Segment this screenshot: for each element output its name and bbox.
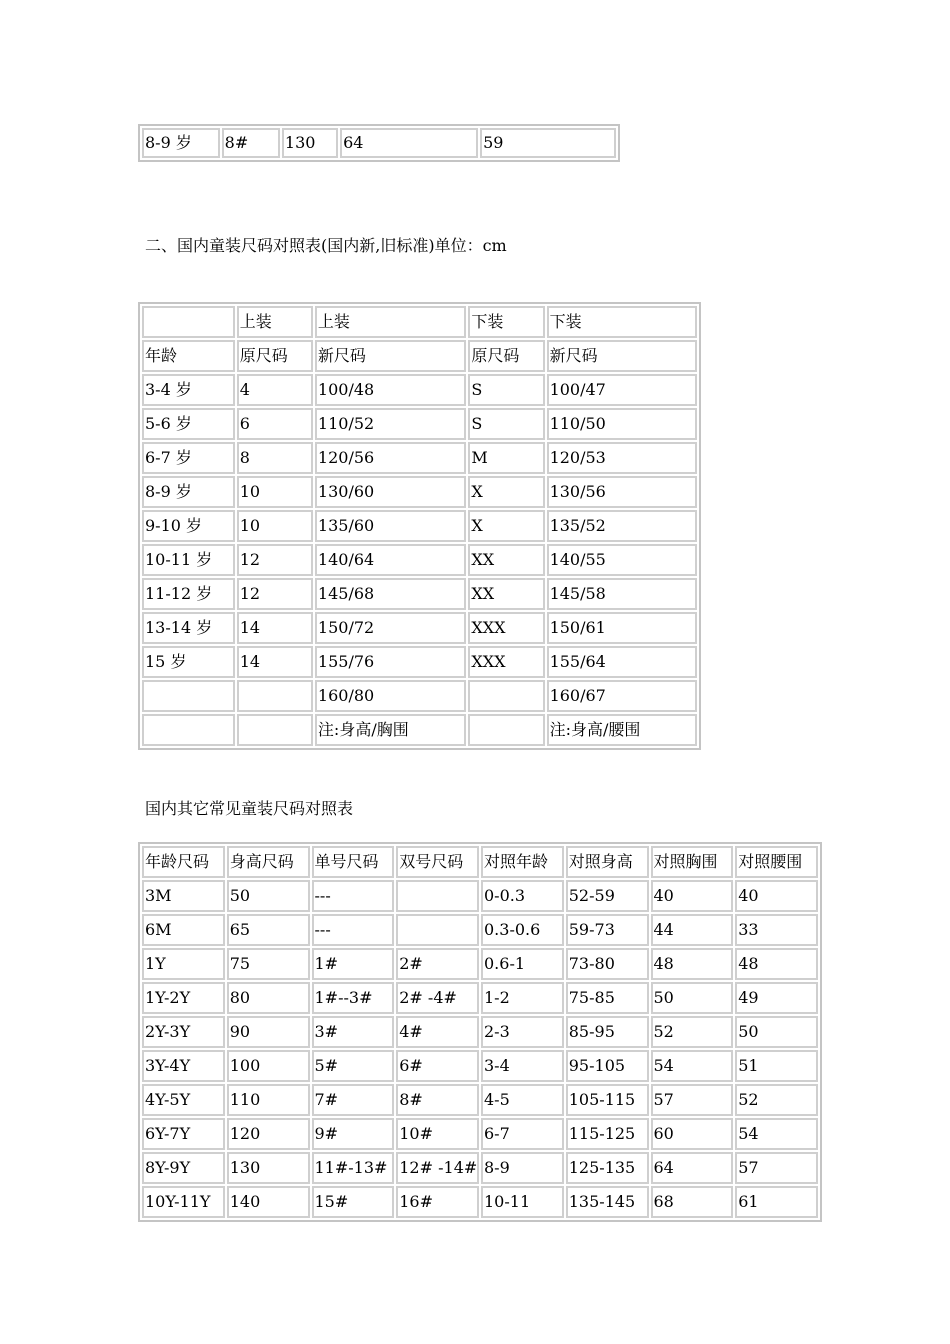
table-cell: 9-10 岁	[142, 510, 235, 542]
table-cell: 145/68	[315, 578, 466, 610]
table-cell: 5-6 岁	[142, 408, 235, 440]
table-cell: 160/80	[315, 680, 466, 712]
table-cell: 110/52	[315, 408, 466, 440]
table-cell: 140/55	[547, 544, 697, 576]
table-cell: 身高尺码	[227, 846, 310, 878]
table-cell: S	[468, 408, 544, 440]
table-cell: 105-115	[566, 1084, 649, 1116]
table-cell	[142, 714, 235, 746]
table-row	[142, 442, 697, 474]
table-cell: 155/76	[315, 646, 466, 678]
table-cell: 对照身高	[566, 846, 649, 878]
table-cell: 50	[651, 982, 734, 1014]
table-cell: 90	[227, 1016, 310, 1048]
table-cell	[237, 680, 313, 712]
table-cell: 1Y	[142, 948, 225, 980]
table-row	[142, 374, 697, 406]
domestic-size-comparison-table	[138, 302, 701, 750]
table-cell: 50	[227, 880, 310, 912]
table-cell: 8	[237, 442, 313, 474]
table-cell: 54	[735, 1118, 818, 1150]
table-cell: 15 岁	[142, 646, 235, 678]
table-row	[142, 1084, 818, 1116]
table-cell: 73-80	[566, 948, 649, 980]
table-cell: 110/50	[547, 408, 697, 440]
table-cell: 对照腰围	[735, 846, 818, 878]
table-row	[142, 1186, 818, 1218]
table-row	[142, 1016, 818, 1048]
table-cell	[142, 306, 235, 338]
table-cell: 130	[227, 1152, 310, 1184]
table-cell: 4Y-5Y	[142, 1084, 225, 1116]
table-cell: 新尺码	[315, 340, 466, 372]
table-cell: 48	[735, 948, 818, 980]
table-cell	[142, 680, 235, 712]
table-cell: 61	[735, 1186, 818, 1218]
table-cell: 155/64	[547, 646, 697, 678]
table-cell: 75-85	[566, 982, 649, 1014]
table-cell: 54	[651, 1050, 734, 1082]
table-cell: XXX	[468, 646, 544, 678]
table-cell: 145/58	[547, 578, 697, 610]
table-cell: 6#	[396, 1050, 479, 1082]
table-cell: 年龄	[142, 340, 235, 372]
table-cell: 1#--3#	[312, 982, 395, 1014]
table-row	[142, 306, 697, 338]
table-cell: 新尺码	[547, 340, 697, 372]
table-cell: 0-0.3	[481, 880, 564, 912]
table-cell: 12# -14#	[396, 1152, 479, 1184]
table-cell: 12	[237, 544, 313, 576]
table-row	[142, 880, 818, 912]
table-cell: 8-9 岁	[142, 476, 235, 508]
table-cell: 10#	[396, 1118, 479, 1150]
table-cell: 8#	[396, 1084, 479, 1116]
table-cell	[237, 714, 313, 746]
table-cell: 8-9 岁	[142, 128, 220, 158]
table-cell: 59-73	[566, 914, 649, 946]
table-cell: 8#	[222, 128, 280, 158]
table-cell: 59	[480, 128, 616, 158]
table-cell: 140/64	[315, 544, 466, 576]
table-cell: 64	[340, 128, 478, 158]
table-cell: XXX	[468, 612, 544, 644]
table-cell: 52	[735, 1084, 818, 1116]
table-cell: 10	[237, 510, 313, 542]
table-cell: 3-4 岁	[142, 374, 235, 406]
table-cell: M	[468, 442, 544, 474]
table-cell: 9#	[312, 1118, 395, 1150]
table-cell: ---	[312, 880, 395, 912]
table-cell	[396, 914, 479, 946]
table-cell: 1#	[312, 948, 395, 980]
table-cell: 10-11	[481, 1186, 564, 1218]
table-cell: 120	[227, 1118, 310, 1150]
table-cell: 115-125	[566, 1118, 649, 1150]
table-cell: 100	[227, 1050, 310, 1082]
table-row	[142, 1152, 818, 1184]
table-cell: 1-2	[481, 982, 564, 1014]
section-title-other-size-chart: 国内其它常见童装尺码对照表	[145, 799, 354, 818]
table-row	[142, 646, 697, 678]
table-cell: 2#	[396, 948, 479, 980]
table-row	[142, 128, 616, 158]
table-cell: XX	[468, 578, 544, 610]
table-cell: 135/52	[547, 510, 697, 542]
table-cell: 8-9	[481, 1152, 564, 1184]
table-cell: 4	[237, 374, 313, 406]
table-cell: 2-3	[481, 1016, 564, 1048]
table-cell: 40	[735, 880, 818, 912]
table-cell: 14	[237, 612, 313, 644]
table-cell: 68	[651, 1186, 734, 1218]
table-cell: 注:身高/胸围	[315, 714, 466, 746]
table-cell: 7#	[312, 1084, 395, 1116]
table-cell: 0.3-0.6	[481, 914, 564, 946]
table-cell: S	[468, 374, 544, 406]
table-cell: 上装	[315, 306, 466, 338]
table-cell: 1Y-2Y	[142, 982, 225, 1014]
table-cell: 52-59	[566, 880, 649, 912]
table-cell: 150/61	[547, 612, 697, 644]
table-cell: 对照年龄	[481, 846, 564, 878]
table-cell: 80	[227, 982, 310, 1014]
table-cell: 100/47	[547, 374, 697, 406]
table-cell: 52	[651, 1016, 734, 1048]
table-cell	[396, 880, 479, 912]
table-cell: 44	[651, 914, 734, 946]
table-cell: 6M	[142, 914, 225, 946]
table-cell: 49	[735, 982, 818, 1014]
table-cell: 130	[282, 128, 338, 158]
table-cell: 65	[227, 914, 310, 946]
table-cell: 64	[651, 1152, 734, 1184]
table-row	[142, 846, 818, 878]
table-cell: 14	[237, 646, 313, 678]
table-row	[142, 1050, 818, 1082]
table-cell: 8Y-9Y	[142, 1152, 225, 1184]
table-cell: 110	[227, 1084, 310, 1116]
table-cell: 单号尺码	[312, 846, 395, 878]
table-cell: 2Y-3Y	[142, 1016, 225, 1048]
table-cell: 120/53	[547, 442, 697, 474]
table-row	[142, 680, 697, 712]
table-cell: 140	[227, 1186, 310, 1218]
table-cell: 注:身高/腰围	[547, 714, 697, 746]
table-cell: 120/56	[315, 442, 466, 474]
table-cell: 6Y-7Y	[142, 1118, 225, 1150]
table-cell: 上装	[237, 306, 313, 338]
table-cell: 10-11 岁	[142, 544, 235, 576]
table-row	[142, 340, 697, 372]
table-cell	[468, 680, 544, 712]
table-cell: 95-105	[566, 1050, 649, 1082]
table-cell: 6-7	[481, 1118, 564, 1150]
table-cell: 11-12 岁	[142, 578, 235, 610]
table-cell: 51	[735, 1050, 818, 1082]
table-row	[142, 510, 697, 542]
table-cell: 40	[651, 880, 734, 912]
table-cell: 16#	[396, 1186, 479, 1218]
table-row	[142, 408, 697, 440]
table-row	[142, 578, 697, 610]
table-cell: 150/72	[315, 612, 466, 644]
table-cell: 135-145	[566, 1186, 649, 1218]
table-cell: 13-14 岁	[142, 612, 235, 644]
table-cell: 125-135	[566, 1152, 649, 1184]
table-row	[142, 714, 697, 746]
table-cell: X	[468, 476, 544, 508]
table-cell: 10Y-11Y	[142, 1186, 225, 1218]
table-cell: 原尺码	[237, 340, 313, 372]
table-cell: 57	[651, 1084, 734, 1116]
table-cell: X	[468, 510, 544, 542]
size-table-partial	[138, 124, 620, 162]
table-cell	[468, 714, 544, 746]
table-row	[142, 476, 697, 508]
table-cell: 3#	[312, 1016, 395, 1048]
table-cell: 2# -4#	[396, 982, 479, 1014]
table-row	[142, 914, 818, 946]
table-cell: 33	[735, 914, 818, 946]
table-cell: 11#-13#	[312, 1152, 395, 1184]
other-common-size-table	[138, 842, 822, 1222]
table-cell: 135/60	[315, 510, 466, 542]
table-cell: 年龄尺码	[142, 846, 225, 878]
table-cell: 50	[735, 1016, 818, 1048]
table-row	[142, 612, 697, 644]
section-title-domestic-size-chart: 二、国内童装尺码对照表(国内新,旧标准)单位：cm	[145, 236, 507, 255]
table-cell: 75	[227, 948, 310, 980]
table-cell: 6	[237, 408, 313, 440]
table-row	[142, 948, 818, 980]
table-cell: 12	[237, 578, 313, 610]
table-cell: 15#	[312, 1186, 395, 1218]
table-cell: 85-95	[566, 1016, 649, 1048]
table-cell: 60	[651, 1118, 734, 1150]
table-cell: 3Y-4Y	[142, 1050, 225, 1082]
table-cell: 4-5	[481, 1084, 564, 1116]
table-cell: 0.6-1	[481, 948, 564, 980]
table-cell: ---	[312, 914, 395, 946]
table-cell: 4#	[396, 1016, 479, 1048]
table-cell: XX	[468, 544, 544, 576]
table-cell: 3M	[142, 880, 225, 912]
table-cell: 下装	[468, 306, 544, 338]
table-cell: 10	[237, 476, 313, 508]
table-cell: 3-4	[481, 1050, 564, 1082]
table-cell: 下装	[547, 306, 697, 338]
table-cell: 57	[735, 1152, 818, 1184]
table-cell: 对照胸围	[651, 846, 734, 878]
table-cell: 100/48	[315, 374, 466, 406]
table-cell: 160/67	[547, 680, 697, 712]
table-cell: 6-7 岁	[142, 442, 235, 474]
table-cell: 130/56	[547, 476, 697, 508]
table-cell: 130/60	[315, 476, 466, 508]
table-row	[142, 1118, 818, 1150]
table-cell: 48	[651, 948, 734, 980]
table-row	[142, 982, 818, 1014]
table-cell: 原尺码	[468, 340, 544, 372]
table-cell: 双号尺码	[396, 846, 479, 878]
table-row	[142, 544, 697, 576]
table-cell: 5#	[312, 1050, 395, 1082]
